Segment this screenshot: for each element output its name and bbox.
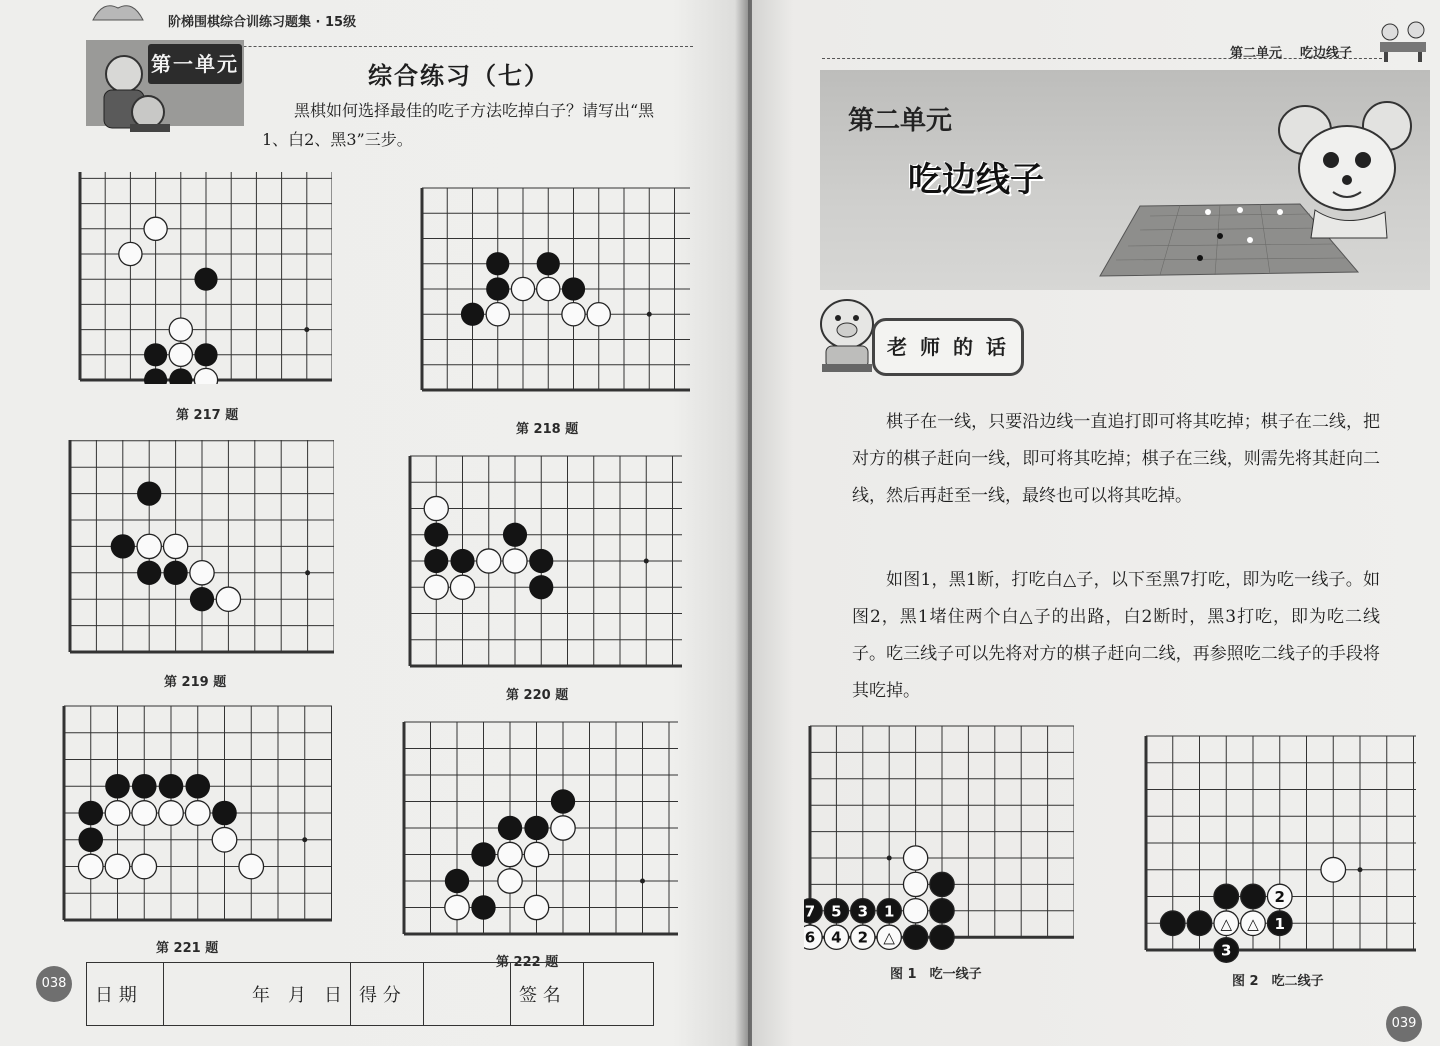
white-stone (424, 575, 448, 599)
black-stone (930, 925, 954, 949)
white-stone (78, 854, 103, 879)
black-stone (163, 561, 187, 585)
footer-date-field: 年 月 日 (164, 963, 351, 1026)
white-stone (132, 854, 157, 879)
figure-1-caption: 图 1 吃一线子 (890, 967, 982, 982)
black-stone (486, 277, 509, 300)
white-stone (903, 899, 927, 923)
black-stone (524, 816, 548, 840)
go-board-219 (62, 436, 334, 656)
figure-1-board (804, 724, 1074, 956)
stone-label: △ (1247, 914, 1259, 933)
black-stone (212, 801, 237, 826)
white-stone (562, 303, 585, 326)
white-stone (477, 549, 501, 573)
running-header-unit: 第二单元 (1230, 46, 1283, 61)
white-stone (185, 801, 210, 826)
black-stone (498, 816, 522, 840)
black-stone (144, 368, 167, 384)
star-point (640, 879, 645, 884)
stone-label: 1 (1274, 914, 1285, 933)
stone-label: 6 (804, 928, 816, 947)
paragraph-1: 棋子在一线，只要沿边线一直追打即可将其吃掉；棋子在二线，把对方的棋子赶向一线，即可将其吃掉；棋子在三线，则需先将其赶向二线，然后再赶至一线，最终也可以将其吃掉。 (852, 412, 1380, 506)
white-stone (1321, 857, 1346, 882)
star-point (304, 327, 309, 332)
white-stone (524, 842, 548, 866)
footer-date-label: 日 期 (87, 963, 164, 1026)
black-stone (78, 827, 103, 852)
black-stone (78, 801, 103, 826)
white-stone (137, 534, 161, 558)
problem-221 (56, 702, 332, 928)
header-rule-right (822, 58, 1382, 59)
pig-mascot-icon (816, 294, 878, 376)
caption-218: 第 218 题 (516, 422, 579, 437)
caption-219: 第 219 题 (164, 675, 227, 690)
black-stone (169, 368, 192, 384)
black-stone (424, 549, 448, 573)
white-stone (163, 534, 187, 558)
white-stone (169, 318, 192, 341)
black-stone (159, 774, 184, 799)
white-stone (498, 869, 522, 893)
problem-220 (402, 452, 682, 674)
paragraph-2: 如图1，黑1断，打吃白△子，以下至黑7打吃，即为吃一线子。如图2，黑1堵住两个白△子的出路，白2断时，黑3打吃，即为吃二线子。吃三线子可以先将对方的棋子赶向二线，再参照吃二线子的手段将其吃掉。 (852, 570, 1380, 701)
go-board-221 (56, 702, 332, 924)
white-stone (132, 801, 157, 826)
figure-2-board (1140, 734, 1416, 964)
white-stone (450, 575, 474, 599)
instruction-text: 黑棋如何选择最佳的吃子方法吃掉白子？请写出“黑1、白2、黑3”三步。 (262, 101, 655, 149)
problem-222 (396, 718, 678, 942)
black-stone (529, 575, 553, 599)
star-point (887, 856, 892, 861)
problem-218 (414, 184, 690, 398)
black-stone (529, 549, 553, 573)
black-stone (930, 899, 954, 923)
stone-label: 5 (831, 902, 842, 921)
teacher-says-label: 老 师 的 话 (872, 318, 1024, 376)
problem-217 (72, 168, 332, 388)
white-stone (587, 303, 610, 326)
caption-220: 第 220 题 (506, 688, 569, 703)
black-stone (503, 523, 527, 547)
banner-topic-title: 吃边线子 (908, 160, 1044, 200)
black-stone (1214, 884, 1239, 909)
white-stone (445, 895, 469, 919)
page-number-left: 038 (36, 966, 72, 1002)
stone-label: 2 (1274, 888, 1285, 906)
white-stone (503, 549, 527, 573)
black-stone (194, 268, 217, 291)
black-stone (551, 789, 575, 813)
stone-label: 1 (883, 902, 895, 921)
figure-2-caption: 图 2 吃二线子 (1232, 974, 1324, 989)
white-stone (486, 303, 509, 326)
white-stone (537, 277, 560, 300)
white-stone (903, 846, 927, 870)
figure-1 (804, 724, 1074, 960)
black-stone (137, 481, 161, 505)
white-stone (190, 561, 214, 585)
white-stone (105, 854, 130, 879)
black-stone (461, 303, 484, 326)
footer-score-label: 得 分 (351, 963, 424, 1026)
star-point (302, 837, 307, 842)
black-stone (450, 549, 474, 573)
black-stone (194, 343, 217, 366)
star-point (647, 312, 652, 317)
go-board-220 (402, 452, 682, 670)
page-number-right: 039 (1386, 1006, 1422, 1042)
black-stone (1187, 911, 1212, 936)
stone-label: 3 (857, 902, 869, 921)
black-stone (424, 523, 448, 547)
running-header-topic: 吃边线子 (1300, 46, 1353, 61)
white-stone (239, 854, 264, 879)
black-stone (486, 252, 509, 275)
mouse-mascot-icon (1275, 100, 1415, 240)
stone-label: 4 (831, 928, 842, 947)
banner-unit-title: 第二单元 (848, 106, 953, 136)
white-stone (551, 816, 575, 840)
white-stone (169, 343, 192, 366)
problem-219 (62, 436, 334, 660)
black-stone (537, 252, 560, 275)
footer-score-field (424, 963, 511, 1026)
white-stone (119, 242, 142, 265)
white-stone (511, 277, 534, 300)
stone-label: 3 (1221, 941, 1232, 960)
caption-221: 第 221 题 (156, 941, 219, 956)
stone-label: △ (883, 928, 895, 947)
caption-222: 第 222 题 (496, 955, 559, 970)
go-board-222 (396, 718, 678, 938)
white-stone (212, 827, 237, 852)
black-stone (111, 534, 135, 558)
footer-sign-label: 签 名 (511, 963, 584, 1026)
white-stone (424, 496, 448, 520)
white-stone (216, 587, 240, 611)
header-kids-icon (1376, 18, 1430, 62)
black-stone (471, 842, 495, 866)
white-stone (144, 217, 167, 240)
black-stone (132, 774, 157, 799)
black-stone (137, 561, 161, 585)
black-stone (185, 774, 210, 799)
black-stone (562, 277, 585, 300)
white-stone (105, 801, 130, 826)
star-point (305, 570, 310, 575)
white-stone (524, 895, 548, 919)
figure-2 (1140, 734, 1416, 968)
white-stone (903, 872, 927, 896)
black-stone (105, 774, 130, 799)
header-mascot-icon (88, 0, 148, 22)
black-stone (1241, 884, 1266, 909)
black-stone (903, 925, 927, 949)
white-stone (498, 842, 522, 866)
stone-label: △ (1220, 914, 1233, 933)
footer-sign-field (584, 963, 654, 1026)
unit-badge: 第一单元 (148, 44, 242, 84)
stone-label: 2 (857, 928, 869, 947)
stone-label: 7 (804, 902, 816, 921)
black-stone (190, 587, 214, 611)
footer-score-table (86, 962, 654, 1026)
black-stone (471, 895, 495, 919)
black-stone (445, 869, 469, 893)
running-header: 阶梯围棋综合训练习题集 · 15级 (168, 15, 357, 30)
white-stone (194, 368, 217, 384)
black-stone (1160, 911, 1185, 936)
star-point (644, 559, 649, 564)
go-board-217 (72, 168, 332, 384)
white-stone (159, 801, 184, 826)
go-board-218 (414, 184, 690, 394)
exercise-title: 综合练习（七） (368, 61, 550, 90)
black-stone (144, 343, 167, 366)
star-point (1358, 867, 1363, 872)
caption-217: 第 217 题 (176, 408, 239, 423)
black-stone (930, 872, 954, 896)
